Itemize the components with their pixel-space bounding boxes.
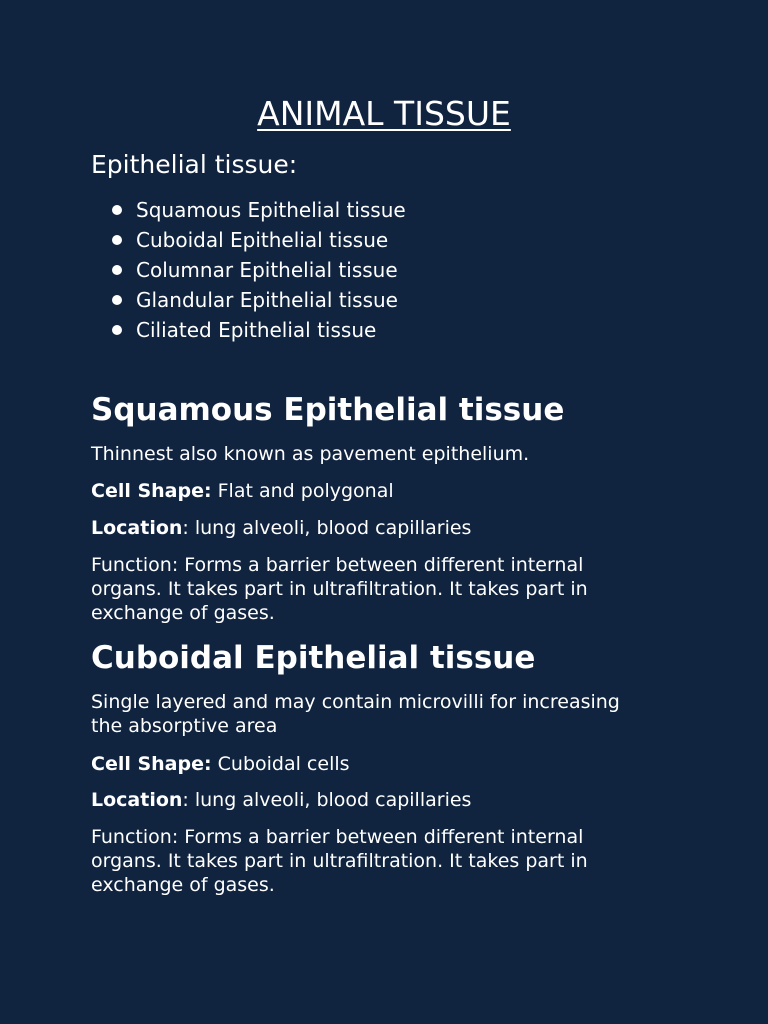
list-item-label: Squamous Epithelial tissue [136, 198, 406, 222]
list-item-label: Cuboidal Epithelial tissue [136, 228, 389, 252]
list-item-label: Ciliated Epithelial tissue [136, 318, 377, 342]
list-item-label: Glandular Epithelial tissue [136, 288, 398, 312]
bullet-icon [112, 235, 122, 245]
location-label: Location [91, 517, 183, 539]
list-item [91, 285, 406, 315]
page-title: ANIMAL TISSUE [257, 94, 511, 133]
location-value: : lung alveoli, blood capillaries [182, 789, 472, 811]
cell-shape-label: Cell Shape: [91, 480, 212, 502]
list-item-label: Columnar Epithelial tissue [136, 258, 398, 282]
bullet-icon [112, 205, 122, 215]
function-line: Function: Forms a barrier between different internal [91, 554, 584, 576]
list-item [91, 255, 406, 285]
cuboidal-description [91, 690, 691, 738]
function-line: exchange of gases. [91, 602, 275, 624]
description-line: Single layered and may contain microvilli for increasing [91, 691, 620, 713]
location-label: Location [91, 789, 183, 811]
cuboidal-cell-shape [91, 752, 691, 776]
function-line: exchange of gases. [91, 874, 275, 896]
bullet-icon [112, 325, 122, 335]
cell-shape-value: Flat and polygonal [211, 480, 394, 502]
cuboidal-heading: Cuboidal Epithelial tissue [91, 640, 536, 676]
bullet-icon [112, 295, 122, 305]
location-value: : lung alveoli, blood capillaries [182, 517, 472, 539]
function-line: Function: Forms a barrier between different internal [91, 826, 584, 848]
function-line: organs. It takes part in ultrafiltration. It takes part in [91, 850, 588, 872]
list-item [91, 225, 406, 255]
squamous-heading: Squamous Epithelial tissue [91, 392, 565, 428]
description-line: the absorptive area [91, 715, 278, 737]
cuboidal-function [91, 825, 691, 897]
squamous-function [91, 553, 691, 625]
squamous-cell-shape [91, 479, 691, 503]
squamous-description: Thinnest also known as pavement epithelium. [91, 443, 530, 465]
list-item [91, 195, 406, 225]
squamous-location [91, 516, 691, 540]
list-item [91, 315, 406, 345]
cell-shape-label: Cell Shape: [91, 753, 212, 775]
cell-shape-value: Cuboidal cells [211, 753, 350, 775]
tissue-type-list [91, 195, 406, 345]
bullet-icon [112, 265, 122, 275]
cuboidal-location [91, 788, 691, 812]
function-line: organs. It takes part in ultrafiltration. It takes part in [91, 578, 588, 600]
epithelial-subtitle: Epithelial tissue: [91, 150, 298, 179]
